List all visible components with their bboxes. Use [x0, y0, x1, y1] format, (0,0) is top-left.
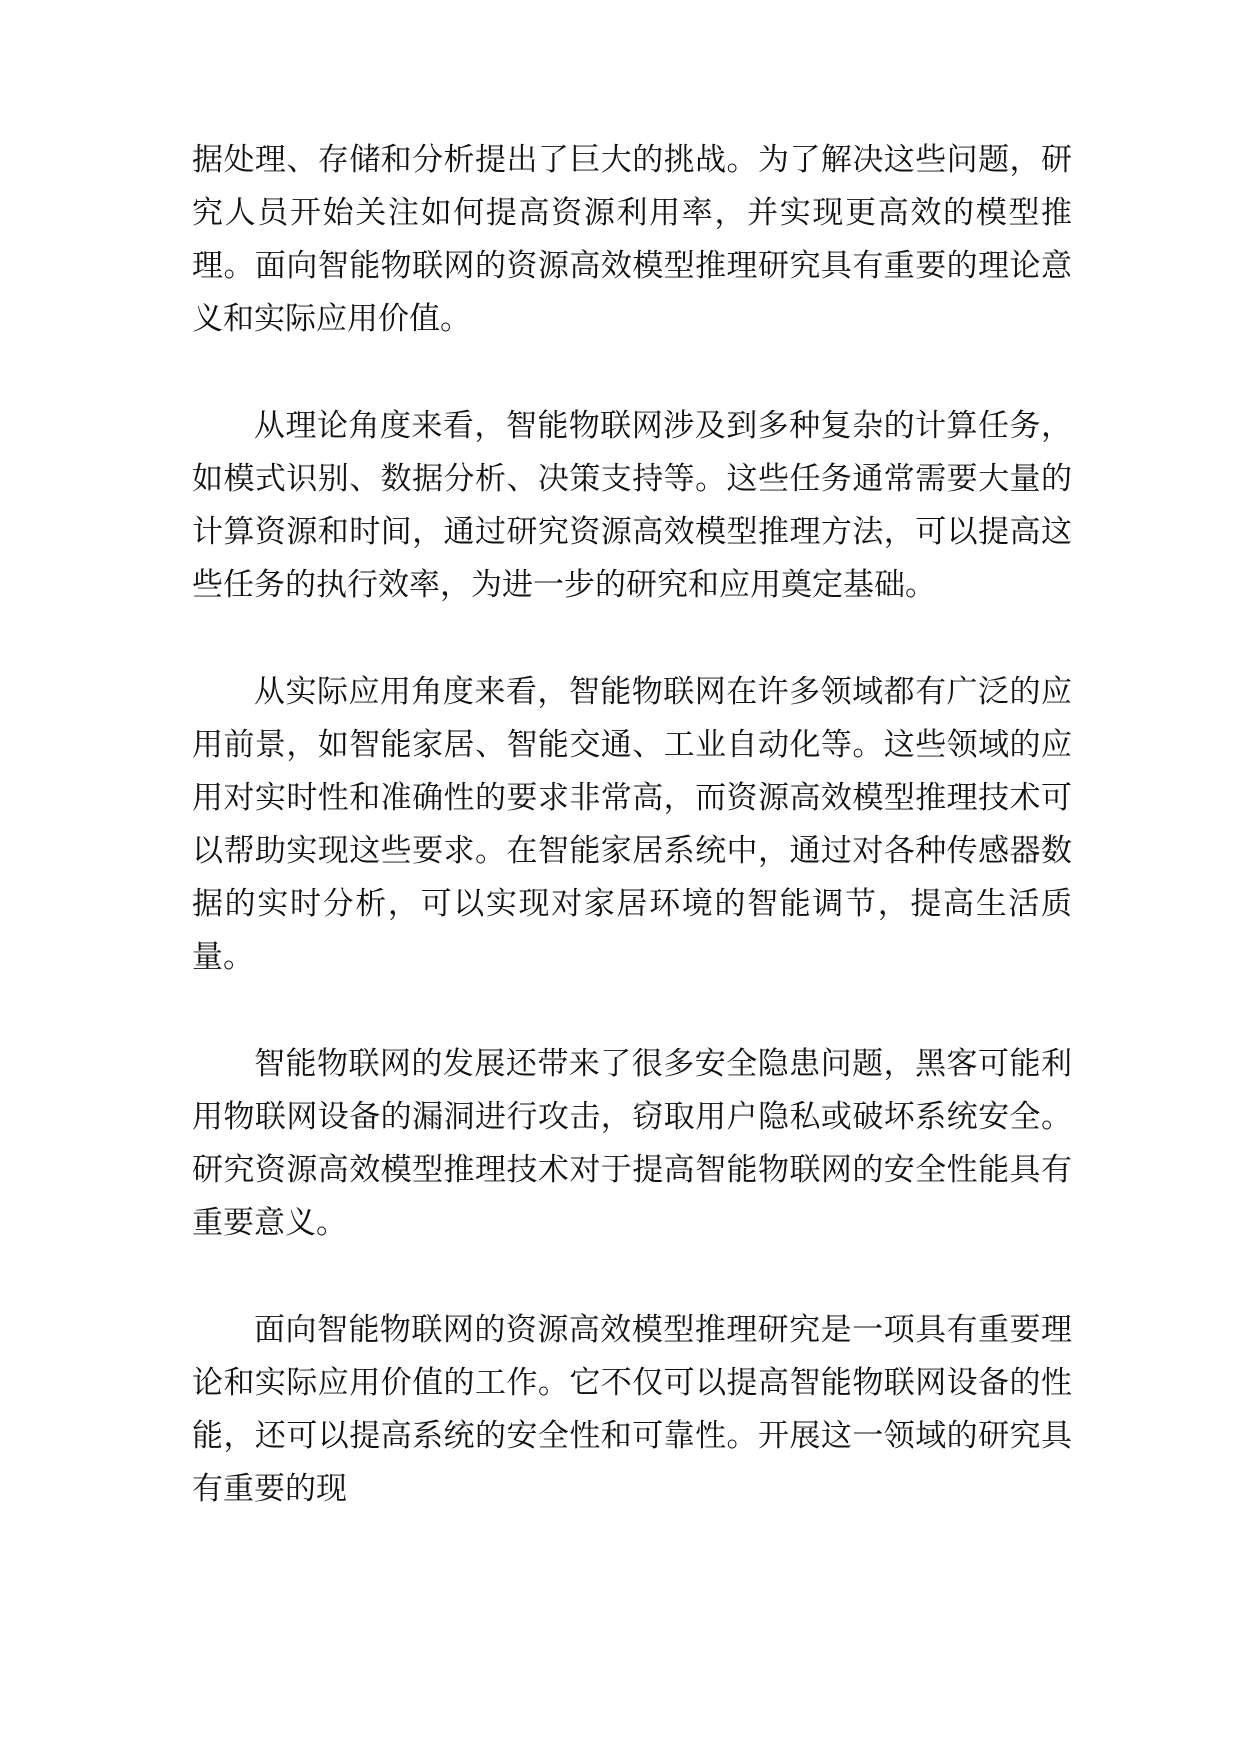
paragraph-continued: 据处理、存储和分析提出了巨大的挑战。为了解决这些问题，研究人员开始关注如何提高资源利用率，并实现更高效的模型推理。面向智能物联网的资源高效模型推理研究具有重要的理论意义和实际应用价值。 — [192, 142, 1072, 337]
paragraph-summary: 面向智能物联网的资源高效模型推理研究是一项具有重要理论和实际应用价值的工作。它不仅可以提高智能物联网设备的性能，还可以提高系统的安全性和可靠性。开展这一领域的研究具有重要的现 — [192, 1312, 1072, 1507]
paragraph-security: 智能物联网的发展还带来了很多安全隐患问题，黑客可能利用物联网设备的漏洞进行攻击，窃取用户隐私或破坏系统安全。研究资源高效模型推理技术对于提高智能物联网的安全性能具有重要意义。 — [192, 1046, 1072, 1241]
paragraph-application: 从实际应用角度来看，智能物联网在许多领域都有广泛的应用前景，如智能家居、智能交通、工业自动化等。这些领域的应用对实时性和准确性的要求非常高，而资源高效模型推理技术可以帮助实现这些要求。在智能家居系统中，通过对各种传感器数据的实时分析，可以实现对家居环境的智能调节，提高生活质量。 — [192, 674, 1072, 975]
paragraph-theory: 从理论角度来看，智能物联网涉及到多种复杂的计算任务，如模式识别、数据分析、决策支持等。这些任务通常需要大量的计算资源和时间，通过研究资源高效模型推理方法，可以提高这些任务的执行效率，为进一步的研究和应用奠定基础。 — [192, 408, 1072, 603]
body-text — [192, 134, 1072, 1570]
